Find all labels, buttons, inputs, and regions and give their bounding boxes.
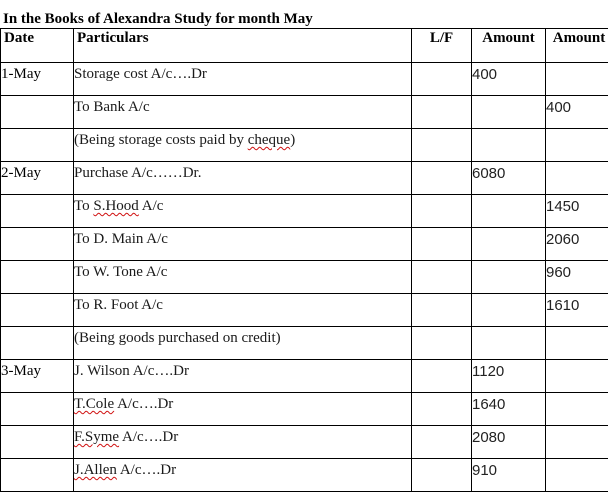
debit-text: 1120 xyxy=(472,360,545,381)
spellcheck-flagged-word: F.Syme xyxy=(74,429,119,445)
debit-text: 1640 xyxy=(472,393,545,414)
date-cell xyxy=(1,261,74,294)
credit-cell xyxy=(546,228,608,261)
debit-cell xyxy=(472,393,546,426)
table-row xyxy=(1,393,608,426)
date-text: 2-May xyxy=(1,162,73,182)
date-cell xyxy=(1,426,74,459)
particulars-text-before: (Being storage costs paid by xyxy=(74,132,248,148)
spellcheck-flagged-word: cheque xyxy=(248,132,290,148)
particulars-text: To W. Tone A/c xyxy=(74,261,411,281)
debit-text xyxy=(472,261,545,264)
particulars-text-after: A/c….Dr xyxy=(117,462,176,478)
particulars-text: Purchase A/c……Dr. xyxy=(74,162,411,182)
credit-text: 2060 xyxy=(546,228,608,249)
table-row xyxy=(1,327,608,360)
date-cell xyxy=(1,162,74,195)
debit-cell xyxy=(472,228,546,261)
debit-cell xyxy=(472,294,546,327)
date-text: 3-May xyxy=(1,360,73,380)
credit-cell xyxy=(546,426,608,459)
debit-text xyxy=(472,129,545,132)
date-text xyxy=(1,129,73,131)
lf-cell xyxy=(412,327,472,360)
credit-cell xyxy=(546,63,608,96)
journal-title: In the Books of Alexandra Study for month May xyxy=(3,10,313,28)
lf-text xyxy=(412,228,471,230)
credit-text: 400 xyxy=(546,96,608,117)
lf-cell xyxy=(412,294,472,327)
particulars-text xyxy=(74,195,411,215)
particulars-header: Particulars xyxy=(74,29,412,63)
date-text xyxy=(1,96,73,98)
debit-text: 6080 xyxy=(472,162,545,183)
date-header: Date xyxy=(1,29,74,63)
date-text: 1-May xyxy=(1,63,73,83)
debit-text xyxy=(472,228,545,231)
table-row xyxy=(1,426,608,459)
credit-text: 960 xyxy=(546,261,608,282)
date-text xyxy=(1,426,73,428)
lf-header: L/F xyxy=(412,29,472,63)
date-cell xyxy=(1,63,74,96)
lf-cell xyxy=(412,393,472,426)
credit-text xyxy=(546,360,608,363)
date-cell xyxy=(1,129,74,162)
date-cell xyxy=(1,96,74,129)
credit-text xyxy=(546,393,608,396)
lf-text xyxy=(412,393,471,395)
credit-cell xyxy=(546,129,608,162)
lf-text xyxy=(412,129,471,131)
debit-text: 910 xyxy=(472,459,545,480)
particulars-cell xyxy=(74,195,412,228)
debit-cell xyxy=(472,195,546,228)
credit-cell xyxy=(546,261,608,294)
table-row xyxy=(1,228,608,261)
date-text xyxy=(1,294,73,296)
lf-text xyxy=(412,63,471,65)
spellcheck-flagged-word: T.Cole xyxy=(74,396,114,412)
lf-text xyxy=(412,327,471,329)
particulars-cell xyxy=(74,294,412,327)
table-row xyxy=(1,129,608,162)
credit-amount-header: Amount xyxy=(546,29,608,63)
particulars-cell xyxy=(74,96,412,129)
lf-cell xyxy=(412,459,472,492)
debit-cell xyxy=(472,360,546,393)
date-cell xyxy=(1,459,74,492)
spellcheck-flagged-word: S.Hood xyxy=(93,198,138,214)
lf-text xyxy=(412,459,471,461)
date-text xyxy=(1,327,73,329)
particulars-text: To Bank A/c xyxy=(74,96,411,116)
date-cell xyxy=(1,327,74,360)
debit-text xyxy=(472,195,545,198)
particulars-cell xyxy=(74,426,412,459)
particulars-text xyxy=(74,426,411,446)
debit-text xyxy=(472,327,545,330)
debit-cell xyxy=(472,459,546,492)
lf-text xyxy=(412,294,471,296)
particulars-cell xyxy=(74,393,412,426)
debit-cell xyxy=(472,96,546,129)
lf-cell xyxy=(412,261,472,294)
journal-table xyxy=(0,28,608,492)
lf-cell xyxy=(412,162,472,195)
debit-cell xyxy=(472,426,546,459)
credit-text: 1610 xyxy=(546,294,608,315)
spellcheck-flagged-word: J.Allen xyxy=(74,462,117,478)
particulars-text xyxy=(74,459,411,479)
debit-cell xyxy=(472,129,546,162)
credit-cell xyxy=(546,294,608,327)
particulars-cell xyxy=(74,228,412,261)
particulars-text xyxy=(74,129,411,149)
credit-cell xyxy=(546,327,608,360)
credit-cell xyxy=(546,96,608,129)
table-row xyxy=(1,261,608,294)
credit-text xyxy=(546,63,608,66)
particulars-cell xyxy=(74,162,412,195)
debit-cell xyxy=(472,327,546,360)
particulars-cell xyxy=(74,360,412,393)
lf-text xyxy=(412,426,471,428)
credit-text xyxy=(546,459,608,462)
particulars-text-after: A/c….Dr xyxy=(114,396,173,412)
lf-text xyxy=(412,96,471,98)
date-cell xyxy=(1,228,74,261)
lf-cell xyxy=(412,426,472,459)
table-row xyxy=(1,294,608,327)
credit-cell xyxy=(546,162,608,195)
table-row xyxy=(1,63,608,96)
debit-amount-header: Amount xyxy=(472,29,546,63)
date-text xyxy=(1,393,73,395)
credit-text xyxy=(546,162,608,165)
date-cell xyxy=(1,195,74,228)
particulars-text-after: A/c….Dr xyxy=(119,429,178,445)
table-row xyxy=(1,162,608,195)
particulars-text: J. Wilson A/c….Dr xyxy=(74,360,411,380)
date-text xyxy=(1,195,73,197)
debit-text xyxy=(472,294,545,297)
particulars-text-after: ) xyxy=(290,132,295,148)
date-cell xyxy=(1,294,74,327)
particulars-cell xyxy=(74,459,412,492)
credit-cell xyxy=(546,360,608,393)
particulars-text xyxy=(74,393,411,413)
particulars-cell xyxy=(74,129,412,162)
lf-text xyxy=(412,195,471,197)
table-row xyxy=(1,459,608,492)
particulars-text-before: To xyxy=(74,198,93,214)
particulars-text: To D. Main A/c xyxy=(74,228,411,248)
lf-text xyxy=(412,360,471,362)
date-text xyxy=(1,228,73,230)
lf-cell xyxy=(412,63,472,96)
lf-cell xyxy=(412,360,472,393)
credit-text xyxy=(546,129,608,132)
table-row xyxy=(1,96,608,129)
table-row xyxy=(1,195,608,228)
lf-cell xyxy=(412,96,472,129)
credit-text xyxy=(546,426,608,429)
credit-cell xyxy=(546,393,608,426)
lf-cell xyxy=(412,195,472,228)
credit-text: 1450 xyxy=(546,195,608,216)
particulars-text-after: A/c xyxy=(139,198,164,214)
table-row xyxy=(1,360,608,393)
header-row xyxy=(1,29,608,63)
particulars-cell xyxy=(74,327,412,360)
credit-cell xyxy=(546,195,608,228)
debit-text xyxy=(472,96,545,99)
debit-text: 2080 xyxy=(472,426,545,447)
credit-cell xyxy=(546,459,608,492)
debit-cell xyxy=(472,63,546,96)
debit-text: 400 xyxy=(472,63,545,84)
particulars-text: Storage cost A/c….Dr xyxy=(74,63,411,83)
date-cell xyxy=(1,360,74,393)
particulars-text: (Being goods purchased on credit) xyxy=(74,327,411,347)
date-cell xyxy=(1,393,74,426)
lf-cell xyxy=(412,228,472,261)
particulars-cell xyxy=(74,261,412,294)
particulars-text: To R. Foot A/c xyxy=(74,294,411,314)
lf-cell xyxy=(412,129,472,162)
date-text xyxy=(1,459,73,461)
lf-text xyxy=(412,261,471,263)
lf-text xyxy=(412,162,471,164)
debit-cell xyxy=(472,162,546,195)
debit-cell xyxy=(472,261,546,294)
particulars-cell xyxy=(74,63,412,96)
date-text xyxy=(1,261,73,263)
credit-text xyxy=(546,327,608,330)
